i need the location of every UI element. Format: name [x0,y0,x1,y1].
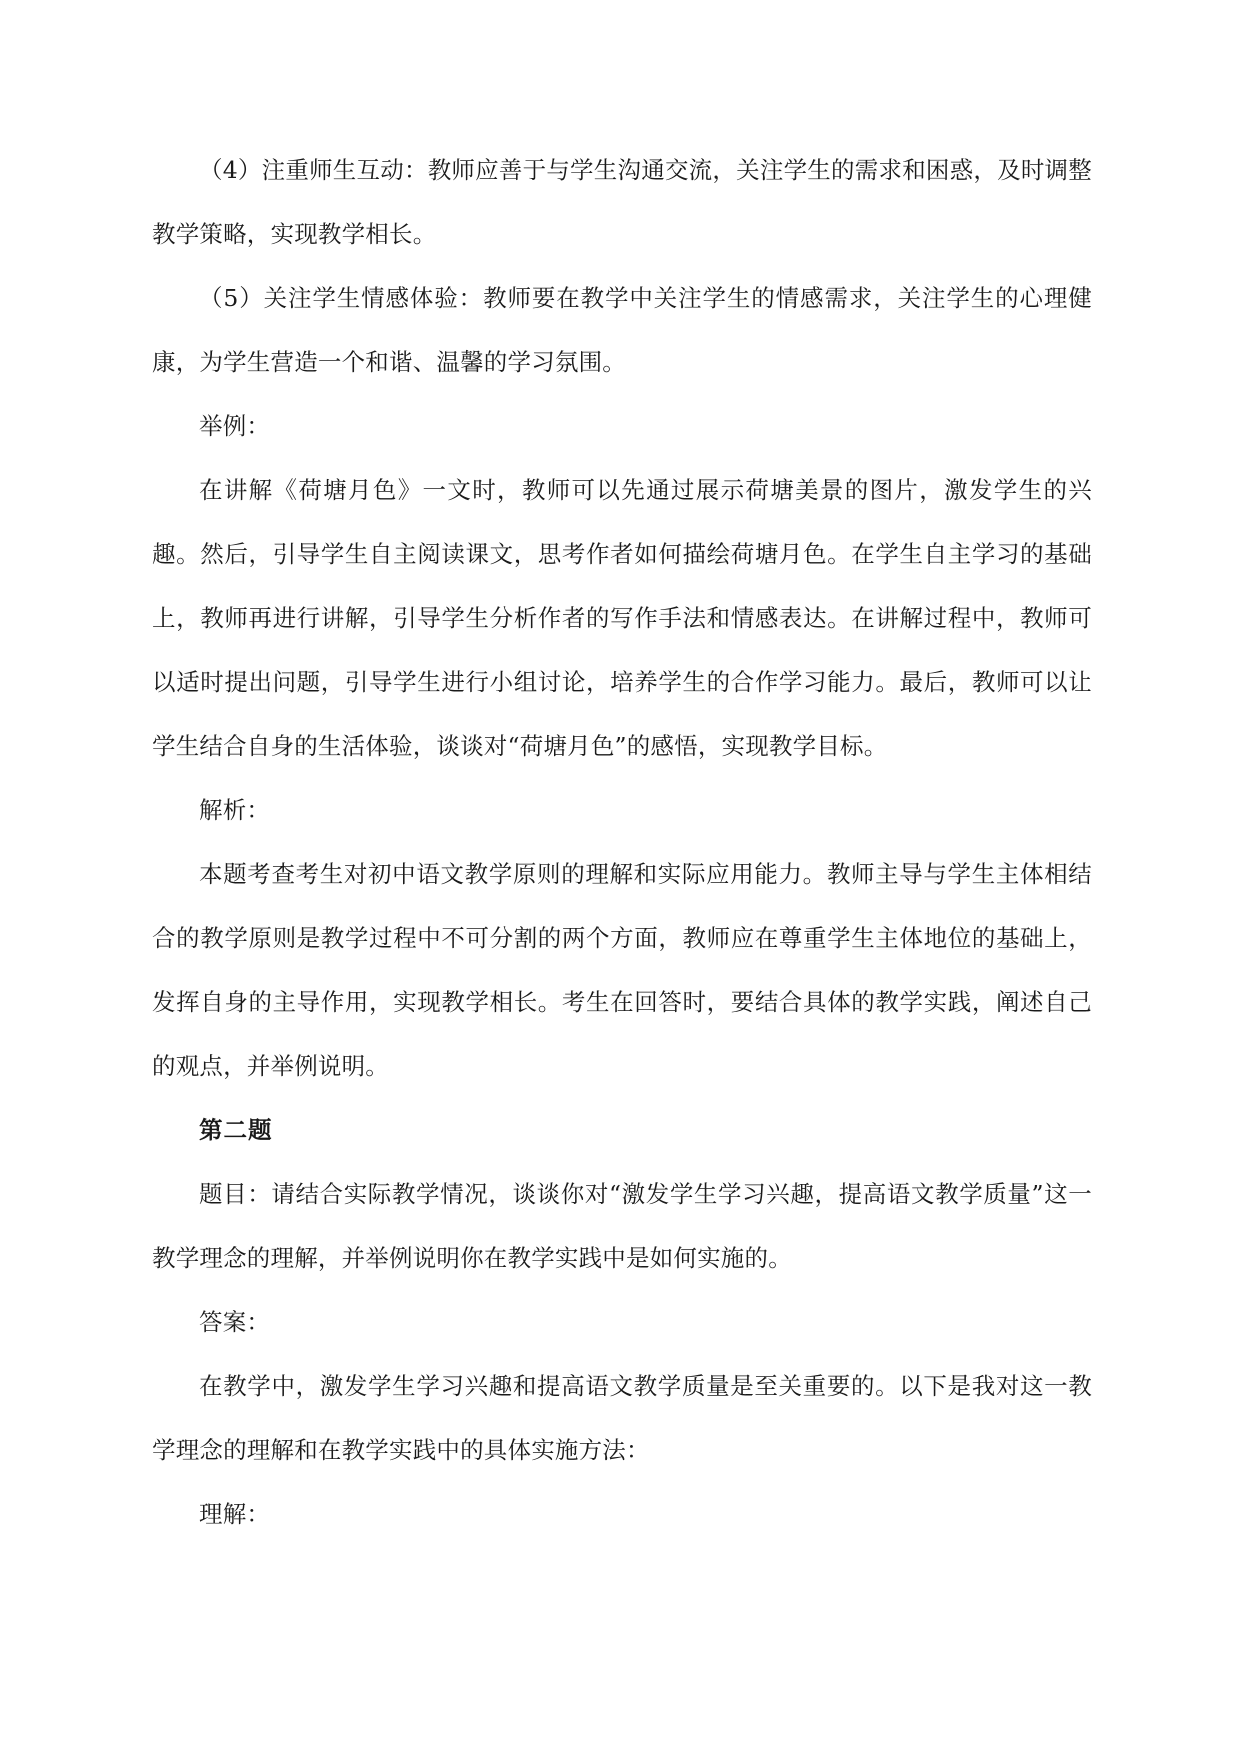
paragraph-question-two: 题目：请结合实际教学情况，谈谈你对“激发学生学习兴趣，提高语文教学质量”这一教学理念的理解，并举例说明你在教学实践中是如何实施的。 [152,1180,1092,1272]
paragraph-teacher-student-interaction: （4）注重师生互动：教师应善于与学生沟通交流，关注学生的需求和困惑，及时调整教学策略，实现教学相长。 [152,156,1092,248]
example-label: 举例： [199,412,271,440]
paragraph-example-body: 在讲解《荷塘月色》一文时，教师可以先通过展示荷塘美景的图片，激发学生的兴趣。然后，引导学生自主阅读课文，思考作者如何描绘荷塘月色。在学生自主学习的基础上，教师再进行讲解，引导学生分析作者的写作手法和情感表达。在讲解过程中，教师可以适时提出问题，引导学生进行小组讨论，培养学生的合作学习能力。最后，教师可以让学生结合自身的生活体验，谈谈对“荷塘月色”的感悟，实现教学目标。 [152,476,1092,760]
understanding-label: 理解： [199,1500,271,1528]
paragraph-student-emotional-experience: （5）关注学生情感体验：教师要在教学中关注学生的情感需求，关注学生的心理健康，为学生营造一个和谐、温馨的学习氛围。 [152,284,1092,376]
section-two-heading: 第二题 [199,1116,273,1144]
paragraph-analysis-body: 本题考查考生对初中语文教学原则的理解和实际应用能力。教师主导与学生主体相结合的教学原则是教学过程中不可分割的两个方面，教师应在尊重学生主体地位的基础上，发挥自身的主导作用，实现教学相长。考生在回答时，要结合具体的教学实践，阐述自己的观点，并举例说明。 [152,860,1092,1080]
analysis-label: 解析： [199,796,271,824]
answer-label: 答案： [199,1308,271,1336]
document-body [152,138,1092,1546]
paragraph-answer-body: 在教学中，激发学生学习兴趣和提高语文教学质量是至关重要的。以下是我对这一教学理念的理解和在教学实践中的具体实施方法： [152,1372,1092,1464]
